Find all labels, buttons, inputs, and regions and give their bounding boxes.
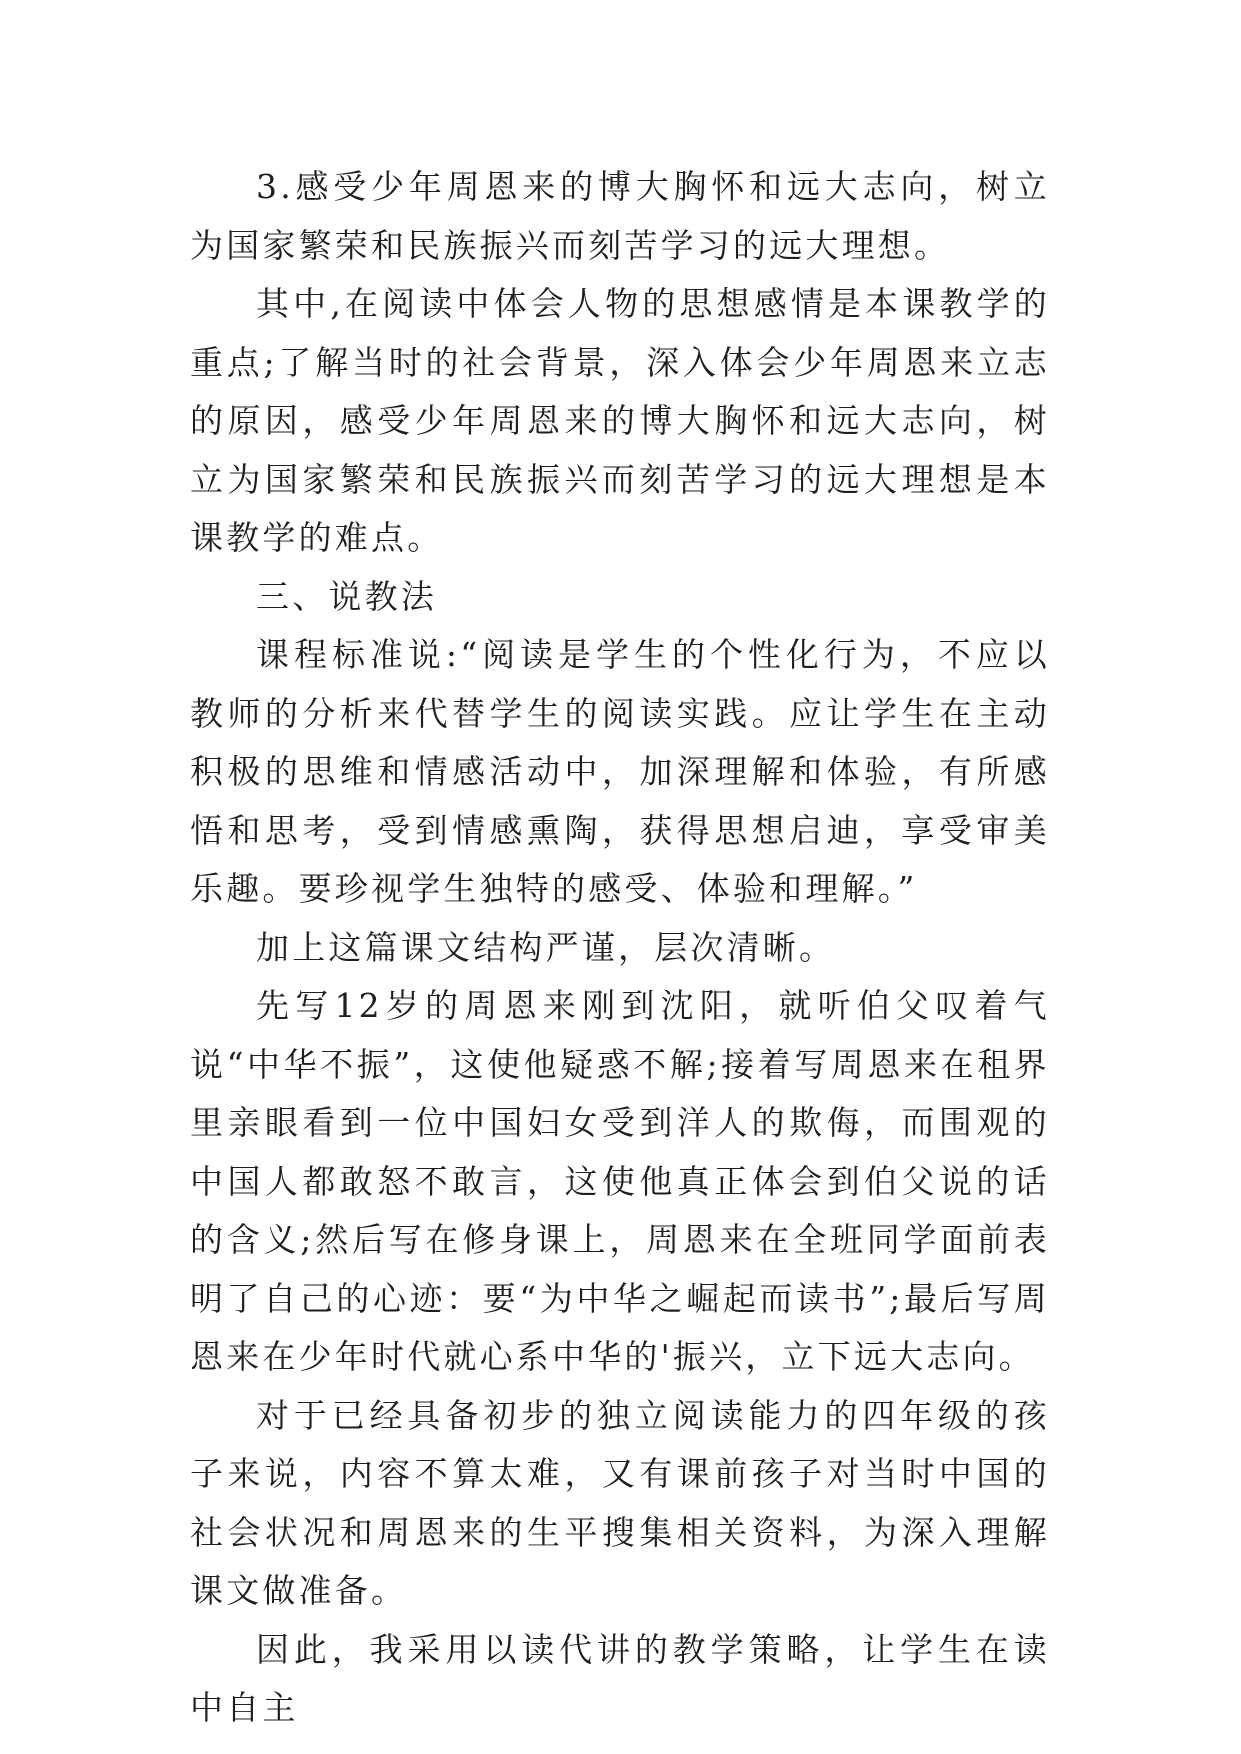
paragraph-text-sequence: 先写12岁的周恩来刚到沈阳，就听伯父叹着气说“中华不振”，这使他疑惑不解;接着写周恩来在租界里亲眼看到一位中国妇女受到洋人的欺侮，而围观的中国人都敢怒不敢言，这使他真正体会到伯父说的话的含义;然后写在修身课上，周恩来在全班同学面前表明了自己的心迹：要“为中华之崛起而读书”;最后写周恩来在少年时代就心系中华的'振兴，立下远大志向。	[190, 986, 1050, 1376]
paragraph-text-structure: 加上这篇课文结构严谨，层次清晰。	[256, 927, 836, 967]
paragraph-goal-3: 3.感受少年周恩来的博大胸怀和远大志向，树立为国家繁荣和民族振兴而刻苦学习的远大理想。	[190, 167, 1050, 265]
paragraph-strategy: 因此，我采用以读代讲的教学策略，让学生在读中自主	[190, 1629, 1050, 1727]
paragraph-key-points: 其中,在阅读中体会人物的思想感情是本课教学的重点;了解当时的社会背景，深入体会少年周恩来立志的原因，感受少年周恩来的博大胸怀和远大志向，树立为国家繁荣和民族振兴而刻苦学习的远大理想是本课教学的难点。	[190, 284, 1050, 557]
section-heading-teaching-method: 三、说教法	[256, 576, 437, 616]
document-body	[190, 158, 1050, 1738]
paragraph-student-ability: 对于已经具备初步的独立阅读能力的四年级的孩子来说，内容不算太难，又有课前孩子对当时中国的社会状况和周恩来的生平搜集相关资料，为深入理解课文做准备。	[190, 1395, 1050, 1610]
paragraph-curriculum-standard: 课程标准说:“阅读是学生的个性化行为，不应以教师的分析来代替学生的阅读实践。应让学生在主动积极的思维和情感活动中，加深理解和体验，有所感悟和思考，受到情感熏陶，获得思想启迪，享受审美乐趣。要珍视学生独特的感受、体验和理解。”	[190, 635, 1050, 908]
